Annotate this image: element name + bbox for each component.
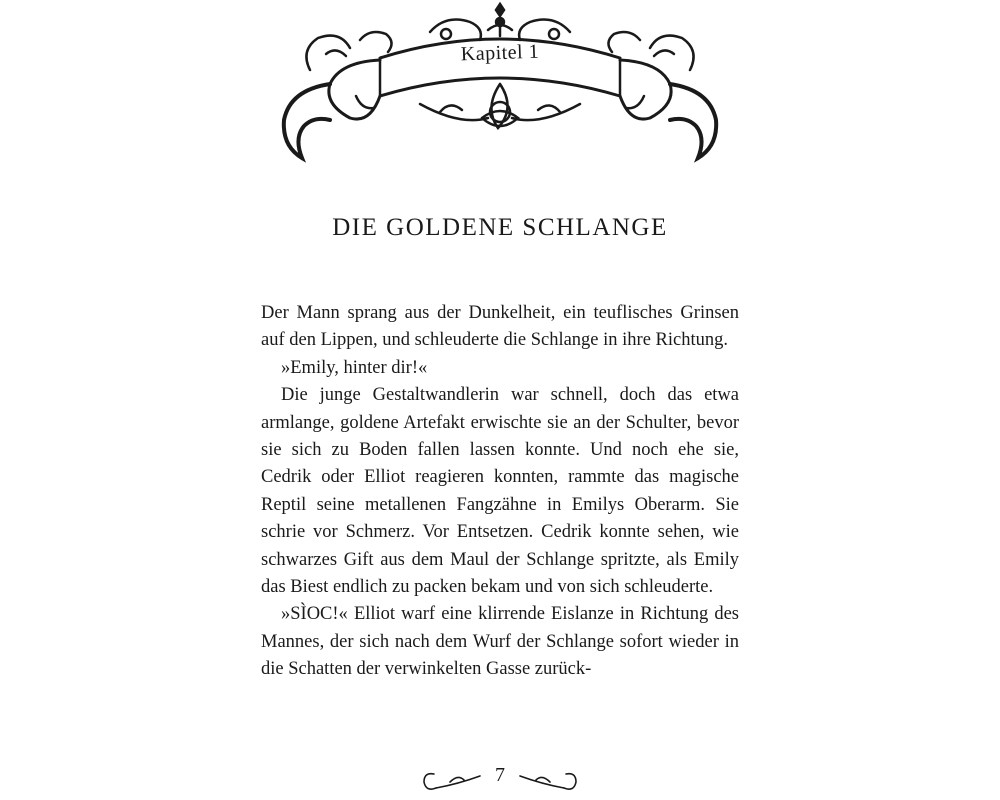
paragraph: Der Mann sprang aus der Dunkelheit, ein teuflisches Grinsen auf den Lippen, und schleuderte die Schlange in ihre Richtung. — [261, 303, 739, 351]
chapter-label: Kapitel 1 — [460, 40, 540, 66]
paragraph: Die junge Gestaltwandlerin war schnell, doch das etwa armlange, goldene Artefakt erwischte sie an der Schulter, bevor sie sich zu Boden fallen lassen konnte. Und noch ehe sie, Cedrik oder Elliot reagieren konnten, rammte das magische Reptil seine metallenen Fangzähne in Emilys Oberarm. Sie schrie vor Schmerz. Vor Entsetzen. Cedrik konnte sehen, wie schwarzes Gift aus dem Maul der Schlange spritzte, als Emily das Biest endlich zu packen bekam und von sich schleuderte. — [261, 385, 739, 598]
paragraph: »SÌOC!« Elliot warf eine klirrende Eislanze in Richtung des Mannes, der sich nach dem Wurf der Schlange sofort wieder in die Schatten der verwinkelten Gasse zurück- — [261, 604, 739, 680]
page-number: 7 — [495, 764, 505, 786]
page-footer — [400, 762, 600, 796]
body-text — [261, 300, 739, 684]
banner-scroll-ornament-icon — [270, 0, 730, 170]
chapter-title: DIE GOLDENE SCHLANGE — [332, 214, 668, 241]
paragraph: »Emily, hinter dir!« — [281, 357, 428, 378]
